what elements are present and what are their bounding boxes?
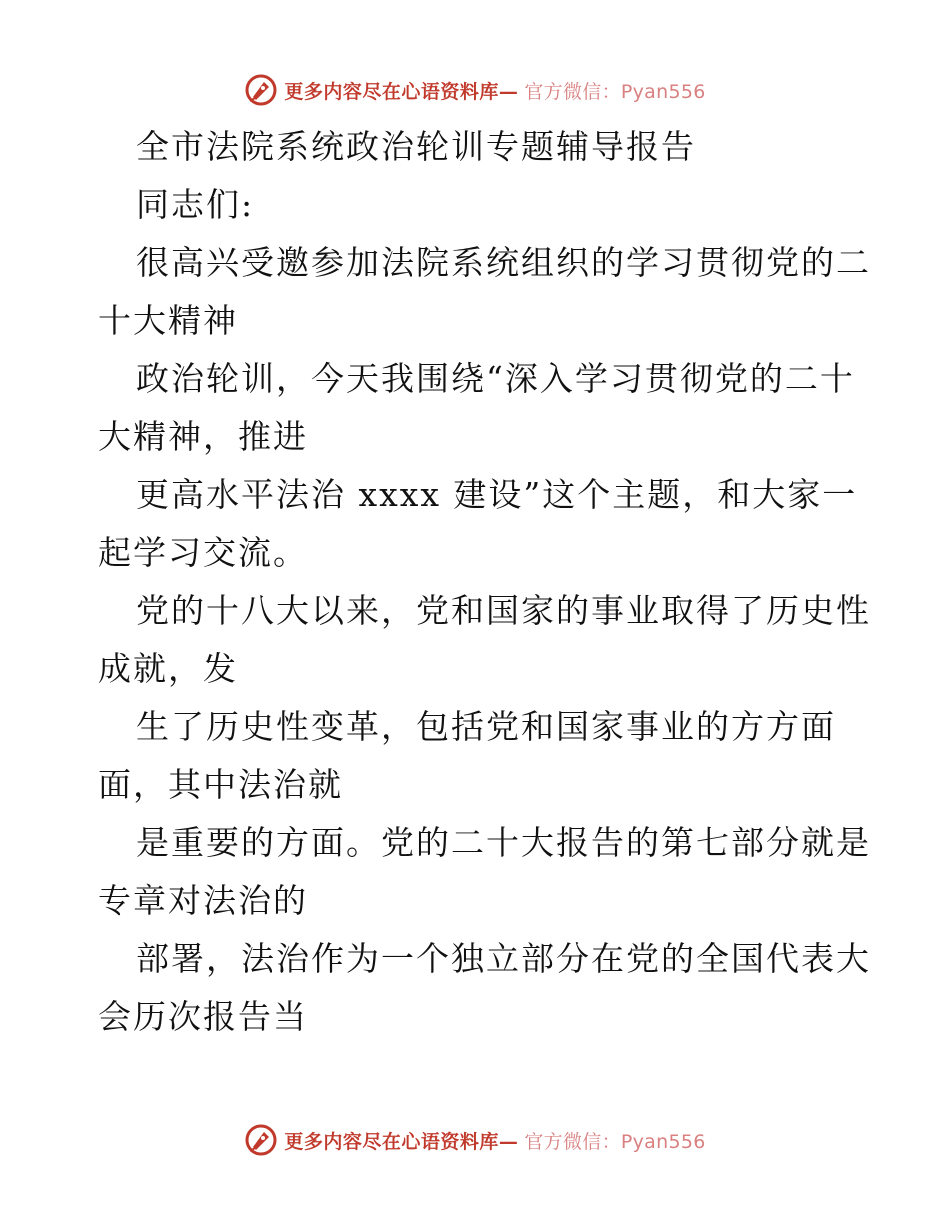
banner-contact-text: 官方微信：Pyan556 (524, 1130, 706, 1153)
paragraph-line: 更高水平法治 xxxx 建设”这个主题，和大家一 (136, 475, 858, 514)
paragraph-line: 起学习交流。 (98, 533, 308, 572)
paragraph-line: 生了历史性变革，包括党和国家事业的方方面 (136, 707, 836, 746)
paragraph-line: 政治轮训，今天我围绕“深入学习贯彻党的二十 (136, 359, 855, 398)
paragraph-line: 十大精神 (98, 301, 238, 340)
paragraph-line: 面，其中法治就 (98, 765, 343, 804)
salutation: 同志们: (136, 185, 255, 224)
banner-main-text: 更多内容尽在心语资料库— (284, 1130, 519, 1153)
paragraph-line: 成就，发 (98, 649, 238, 688)
footer-banner (0, 1120, 950, 1160)
document-title: 全市法院系统政治轮训专题辅导报告 (136, 127, 696, 166)
header-banner-content (244, 73, 705, 107)
paragraph-line: 会历次报告当 (98, 997, 308, 1036)
paragraph-line: 是重要的方面。党的二十大报告的第七部分就是 (136, 823, 871, 862)
paragraph-line: 专章对法治的 (98, 881, 308, 920)
header-banner (0, 70, 950, 110)
pen-nib-logo-icon (244, 73, 278, 107)
banner-main-text: 更多内容尽在心语资料库— (284, 80, 519, 103)
paragraph-line: 部署，法治作为一个独立部分在党的全国代表大 (136, 939, 871, 978)
document-body (98, 118, 871, 1046)
pen-nib-logo-icon (244, 1123, 278, 1157)
paragraph-line: 党的十八大以来，党和国家的事业取得了历史性 (136, 591, 871, 630)
paragraph-line: 大精神，推进 (98, 417, 308, 456)
footer-banner-content (244, 1123, 705, 1157)
paragraph-line: 很高兴受邀参加法院系统组织的学习贯彻党的二 (136, 243, 871, 282)
banner-contact-text: 官方微信：Pyan556 (524, 80, 706, 103)
